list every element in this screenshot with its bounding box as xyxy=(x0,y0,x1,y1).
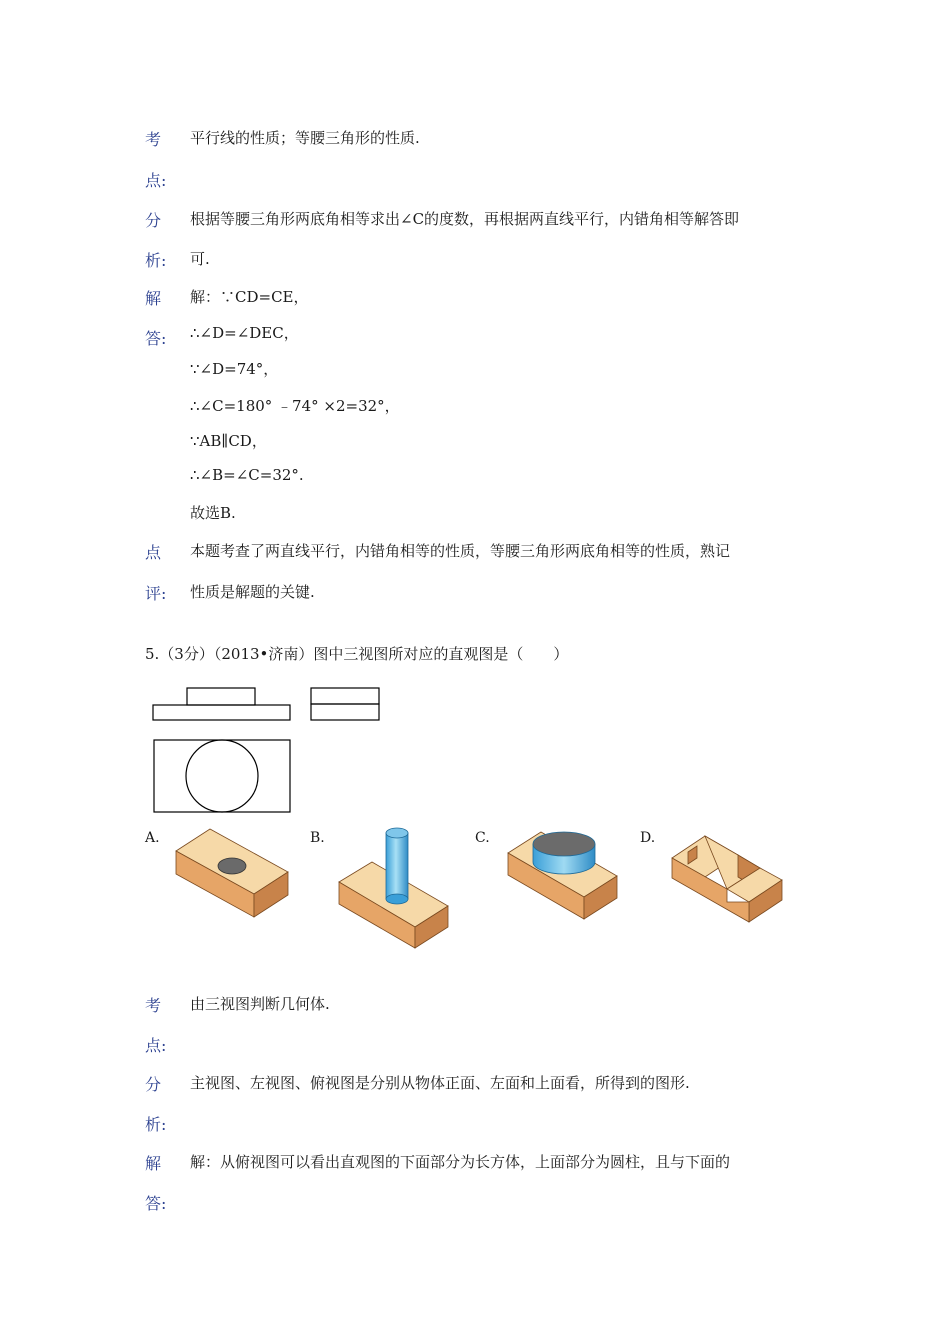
cylinder-top-icon xyxy=(386,828,408,838)
option-a-label[interactable]: A. xyxy=(145,830,160,846)
option-b-figure xyxy=(339,828,448,948)
label-kaodian-2: 点: xyxy=(145,171,167,190)
fenxi-text: 主视图、左视图、俯视图是分别从物体正面、左面和上面看，所得到的图形. xyxy=(190,1074,690,1092)
label-dianping-1: 点 xyxy=(145,543,162,562)
label-fenxi-2: 析: xyxy=(145,1115,167,1134)
label-kaodian-1: 考 xyxy=(145,996,162,1015)
dianping-line-1: 本题考查了两直线平行，内错角相等的性质，等腰三角形两底角相等的性质，熟记 xyxy=(190,542,731,560)
label-fenxi-1: 分 xyxy=(145,1075,162,1094)
solution-line: 解：∵CD=CE， xyxy=(190,288,309,306)
hole-icon xyxy=(218,858,246,874)
kaodian-text: 由三视图判断几何体. xyxy=(190,995,330,1013)
option-c-label[interactable]: C. xyxy=(475,830,490,846)
option-d-figure xyxy=(672,836,782,922)
label-jieda-1: 解 xyxy=(145,1154,162,1173)
kaodian-text: 平行线的性质；等腰三角形的性质. xyxy=(190,129,420,147)
solution-line: ∴∠D=∠DEC， xyxy=(190,324,299,342)
jieda-text: 解：从俯视图可以看出直观图的下面部分为长方体，上面部分为圆柱，且与下面的 xyxy=(190,1153,731,1171)
label-kaodian-2: 点: xyxy=(145,1036,167,1055)
fenxi-line-1: 根据等腰三角形两底角相等求出∠C的度数，再根据两直线平行，内错角相等解答即 xyxy=(190,210,740,228)
dianping-line-2: 性质是解题的关键. xyxy=(190,583,315,601)
solution-line: 故选B. xyxy=(190,504,236,522)
solution-line: ∵AB∥CD， xyxy=(190,432,267,450)
disc-top-icon xyxy=(533,832,595,856)
label-dianping-2: 评: xyxy=(145,584,167,603)
option-d-label[interactable]: D. xyxy=(640,830,656,846)
label-jieda-1: 解 xyxy=(145,289,162,308)
label-fenxi-1: 分 xyxy=(145,211,162,230)
solution-line: ∵∠D=74°， xyxy=(190,360,279,378)
option-a-figure xyxy=(176,829,288,917)
solution-line: ∴∠B=∠C=32°. xyxy=(190,466,304,484)
label-kaodian-1: 考 xyxy=(145,130,162,149)
label-jieda-2: 答: xyxy=(145,1194,167,1213)
label-jieda-2: 答: xyxy=(145,329,167,348)
label-fenxi-2: 析: xyxy=(145,251,167,270)
solution-line: ∴∠C=180° ﹣74° ×2=32°， xyxy=(190,397,400,415)
option-c-figure xyxy=(508,832,617,919)
option-b-label[interactable]: B. xyxy=(310,830,325,846)
question-5-stem: 5.（3分）（2013•济南）图中三视图所对应的直观图是（ ） xyxy=(145,645,569,663)
fenxi-line-2: 可. xyxy=(190,250,210,268)
